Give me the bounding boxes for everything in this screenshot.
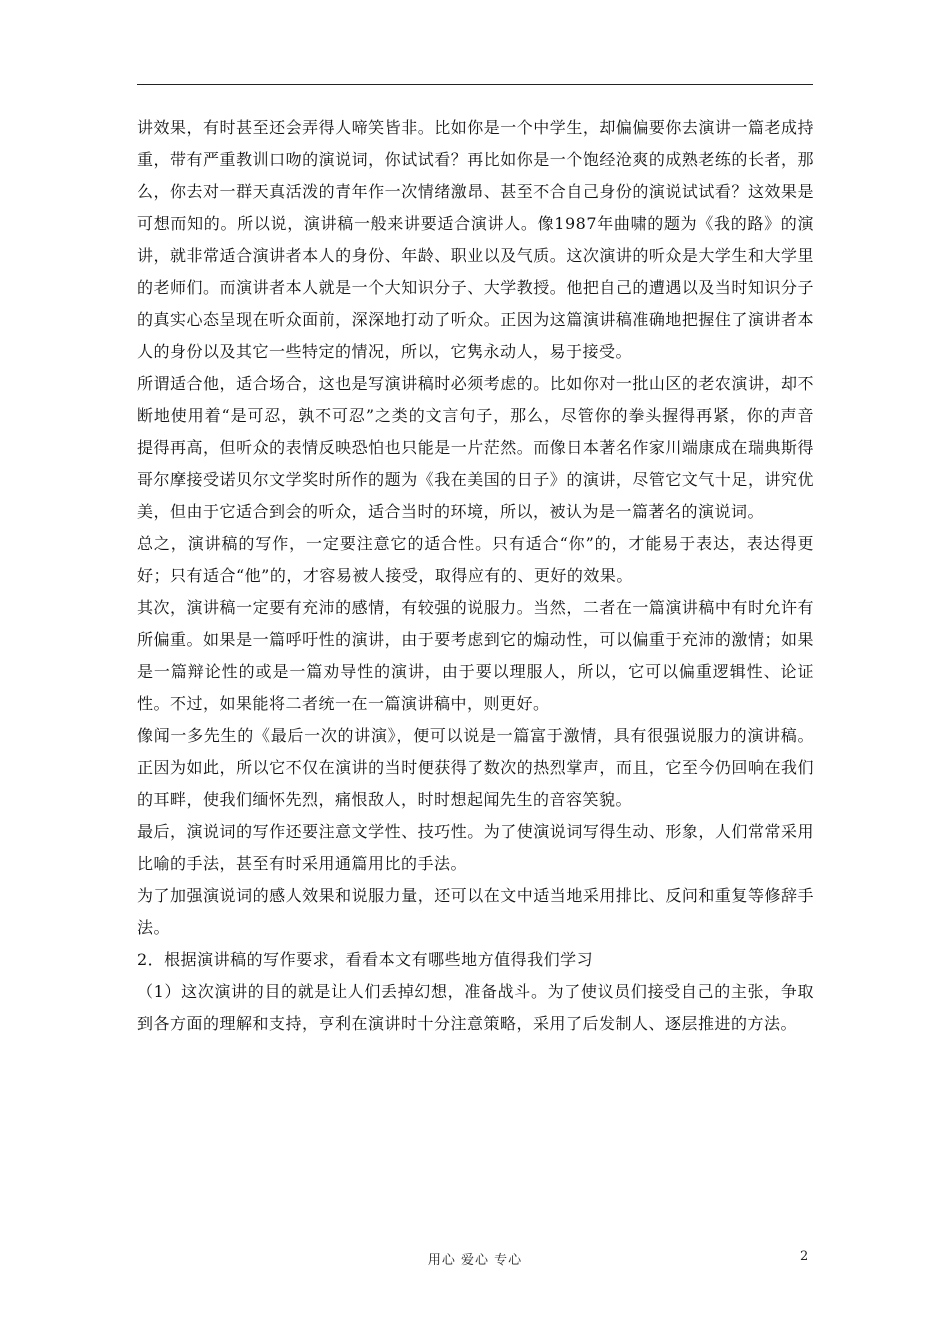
paragraph-4: 其次，演讲稿一定要有充沛的感情，有较强的说服力。当然，二者在一篇演讲稿中有时允许有所偏重。如果是一篇呼吁性的演讲，由于要考虑到它的煽动性，可以偏重于充沛的激情；如果是一篇辩论性的或是一篇劝导性的演讲，由于要以理服人，所以，它可以偏重逻辑性、论证性。不过，如果能将二者统一在一篇演讲稿中，则更好。	[137, 598, 814, 713]
paragraph-9: （1）这次演讲的目的就是让人们丢掉幻想，准备战斗。为了使议员们接受自己的主张，争取到各方面的理解和支持，亨利在演讲时十分注意策略，采用了后发制人、逐层推进的方法。	[137, 982, 814, 1033]
paragraph-8: 2．根据演讲稿的写作要求，看看本文有哪些地方值得我们学习	[137, 950, 594, 969]
footer-motto: 用心 爱心 专心	[427, 1253, 523, 1268]
paragraph-6: 最后，演说词的写作还要注意文学性、技巧性。为了使演说词写得生动、形象，人们常常采用比喻的手法，甚至有时采用通篇用比的手法。	[137, 822, 814, 873]
header-rule	[137, 84, 813, 85]
paragraph-1: 讲效果，有时甚至还会弄得人啼笑皆非。比如你是一个中学生，却偏偏要你去演讲一篇老成持重，带有严重教训口吻的演说词，你试试看？再比如你是一个饱经沧爽的成熟老练的长者，那么，你去对一群天真活泼的青年作一次情绪激昂、甚至不合自己身份的演说试试看？这效果是可想而知的。所以说，演讲稿一般来讲要适合演讲人。像1987年曲啸的题为《我的路》的演讲，就非常适合演讲者本人的身份、年龄、职业以及气质。这次演讲的听众是大学生和大学里的老师们。而演讲者本人就是一个大知识分子、大学教授。他把自己的遭遇以及当时知识分子的真实心态呈现在听众面前，深深地打动了听众。正因为这篇演讲稿准确地把握住了演讲者本人的身份以及其它一些特定的情况，所以，它隽永动人，易于接受。	[137, 118, 814, 361]
page-number: 2	[800, 1249, 809, 1264]
paragraph-5: 像闻一多先生的《最后一次的讲演》，便可以说是一篇富于激情，具有很强说服力的演讲稿。正因为如此，所以它不仅在演讲的当时便获得了数次的热烈掌声，而且，它至今仍回响在我们的耳畔，使我们缅怀先烈，痛恨敌人，时时想起闻先生的音容笑貌。	[137, 726, 814, 809]
paragraph-3: 总之，演讲稿的写作，一定要注意它的适合性。只有适合“你”的，才能易于表达，表达得更好；只有适合“他”的，才容易被人接受，取得应有的、更好的效果。	[137, 534, 814, 585]
document-body	[137, 112, 814, 1040]
paragraph-7: 为了加强演说词的感人效果和说服力量，还可以在文中适当地采用排比、反问和重复等修辞手法。	[137, 886, 814, 937]
paragraph-2: 所谓适合他，适合场合，这也是写演讲稿时必须考虑的。比如你对一批山区的老农演讲，却不断地使用着“是可忍，孰不可忍”之类的文言句子，那么，尽管你的拳头握得再紧，你的声音提得再高，但听众的表情反映恐怕也只能是一片茫然。而像日本著名作家川端康成在瑞典斯得哥尔摩接受诺贝尔文学奖时所作的题为《我在美国的日子》的演讲，尽管它文气十足，讲究优美，但由于它适合到会的听众，适合当时的环境，所以，被认为是一篇著名的演说词。	[137, 374, 814, 521]
